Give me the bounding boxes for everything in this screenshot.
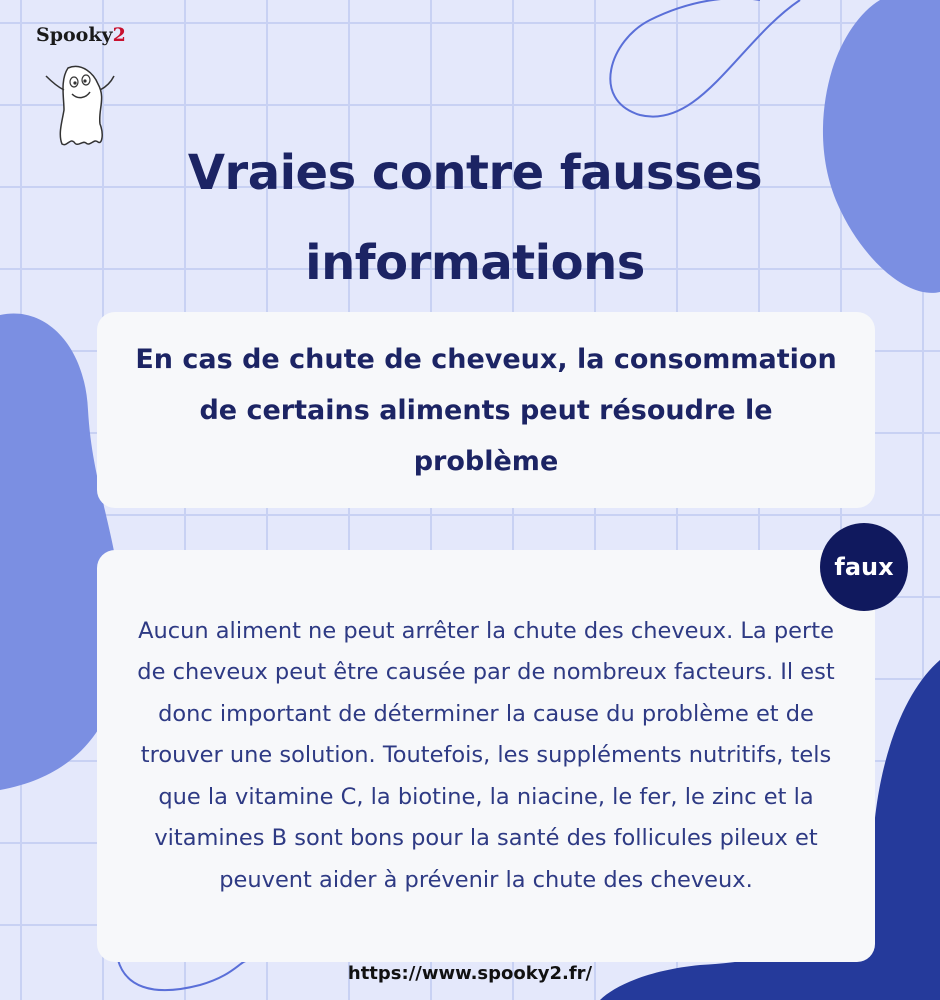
answer-card [97,550,875,962]
footer-url[interactable]: https://www.spooky2.fr/ [347,963,593,984]
logo-suffix: 2 [112,24,126,46]
logo-wordmark [36,24,126,46]
spooky2-logo [32,22,142,132]
answer-text: Aucun aliment ne peut arrêter la chute des cheveux. La perte de cheveux peut être causée par de nombreux facteurs. Il est donc important de déterminer la cause du problème et de trouver une solution. Toutefois, les suppléments nutritifs, tels que la vitamine C, la biotine, la niacine, le fer, le zinc et la vitamines B sont bons pour la santé des follicules pileux et peuvent aider à prévenir la chute des cheveux. [137,617,835,893]
verdict-label: faux [834,553,894,581]
claim-card [97,312,875,508]
claim-text: En cas de chute de cheveux, la consommation de certains aliments peut résoudre le problème [135,343,837,477]
verdict-badge [820,523,908,611]
top-right-outline [610,0,800,117]
page-title: Vraies contre fausses informations [187,145,763,291]
logo-name: Spooky [36,24,113,46]
